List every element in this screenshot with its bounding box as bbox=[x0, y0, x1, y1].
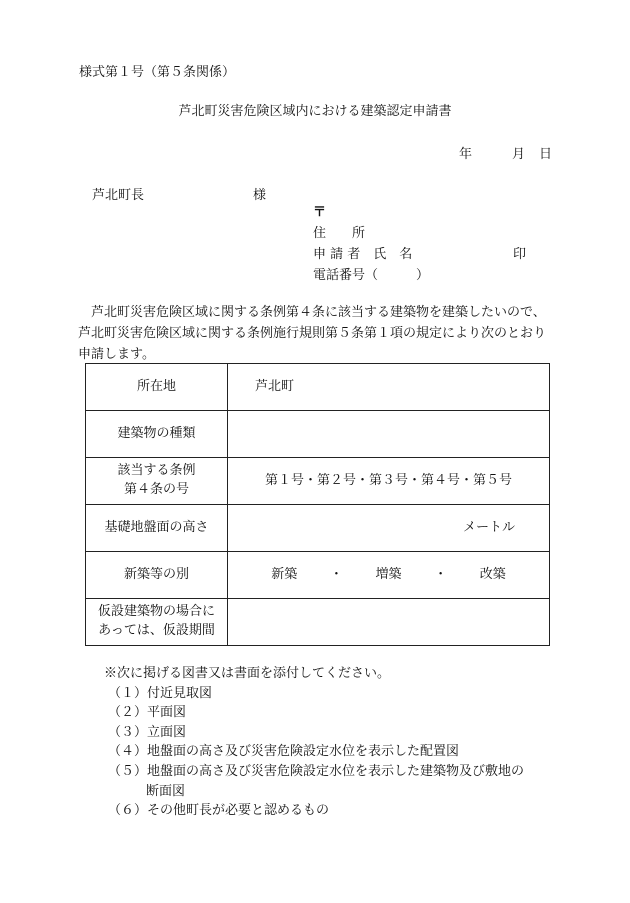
table-row bbox=[86, 599, 550, 646]
list-item: （２）平面図 bbox=[108, 705, 187, 721]
option-separator: ・ bbox=[329, 566, 343, 582]
construction-options bbox=[228, 552, 550, 599]
table-row bbox=[86, 411, 550, 458]
list-item: （４）地盤面の高さ及び災害危険設定水位を表示した配置図 bbox=[108, 744, 460, 760]
list-item: （３）立面図 bbox=[108, 724, 187, 740]
table-row bbox=[86, 505, 550, 552]
document-title: 芦北町災害危険区域内における建築認定申請書 bbox=[178, 104, 452, 119]
temporary-period-value bbox=[228, 599, 550, 646]
option-extension: 増築 bbox=[375, 566, 402, 582]
location-label: 所在地 bbox=[86, 364, 228, 411]
applicant-block bbox=[313, 204, 527, 288]
table-row bbox=[86, 552, 550, 599]
application-statement bbox=[78, 302, 568, 365]
temporary-building-label bbox=[86, 599, 228, 646]
option-new-build: 新築 bbox=[271, 566, 298, 582]
option-separator: ・ bbox=[434, 566, 448, 582]
article-label-line: 第４条の号 bbox=[123, 482, 189, 497]
list-item: （６）その他町長が必要と認めるもの bbox=[108, 803, 330, 819]
list-item-continuation: 断面図 bbox=[146, 783, 186, 799]
phone-label: 電話番号（ bbox=[313, 268, 379, 283]
seal-mark: 印 bbox=[513, 247, 527, 262]
postal-mark: 〒 bbox=[313, 205, 327, 220]
ground-height-unit: メートル bbox=[228, 505, 550, 552]
list-item: （５）地盤面の高さ及び災害危険設定水位を表示した建築物及び敷地の bbox=[108, 763, 525, 779]
option-renovation: 改築 bbox=[479, 566, 506, 582]
applicant-name-label: 申 請 者 氏 名 bbox=[313, 247, 413, 262]
address-label: 住 所 bbox=[313, 226, 366, 241]
building-type-label: 建築物の種類 bbox=[86, 411, 228, 458]
statement-line: 芦北町災害危険区域に関する条例施行規則第５条第１項の規定により次のとおり bbox=[78, 326, 547, 341]
table-row bbox=[86, 364, 550, 411]
article-label-line: 該当する条例 bbox=[117, 463, 196, 479]
statement-line: 芦北町災害危険区域に関する条例第４条に該当する建築物を建築したいので、 bbox=[78, 305, 546, 320]
date-month-label: 月 bbox=[512, 147, 526, 162]
location-value: 芦北町 bbox=[228, 364, 550, 411]
attachments-notes bbox=[104, 664, 524, 821]
date-day-label: 日 bbox=[539, 147, 553, 162]
article-label bbox=[86, 458, 228, 505]
statement-line: 申請します。 bbox=[78, 347, 155, 362]
building-type-value bbox=[228, 411, 550, 458]
temporary-label-line: 仮設建築物の場合に bbox=[97, 604, 215, 620]
application-table bbox=[85, 363, 550, 646]
list-item: （１）付近見取図 bbox=[108, 685, 213, 701]
phone-close-paren: ） bbox=[416, 268, 430, 283]
form-number: 様式第１号（第５条関係） bbox=[79, 65, 236, 80]
ground-height-label: 基礎地盤面の高さ bbox=[86, 505, 228, 552]
construction-label: 新築等の別 bbox=[86, 552, 228, 599]
addressee: 芦北町長 bbox=[92, 188, 145, 203]
table-row bbox=[86, 458, 550, 505]
temporary-label-line: あっては、仮設期間 bbox=[98, 623, 215, 638]
date-year-label: 年 bbox=[459, 147, 473, 162]
article-value: 第１号・第２号・第３号・第４号・第５号 bbox=[228, 458, 550, 505]
notes-header: ※次に掲げる図書又は書面を添付してください。 bbox=[104, 666, 391, 681]
addressee-honorific: 様 bbox=[253, 188, 267, 203]
